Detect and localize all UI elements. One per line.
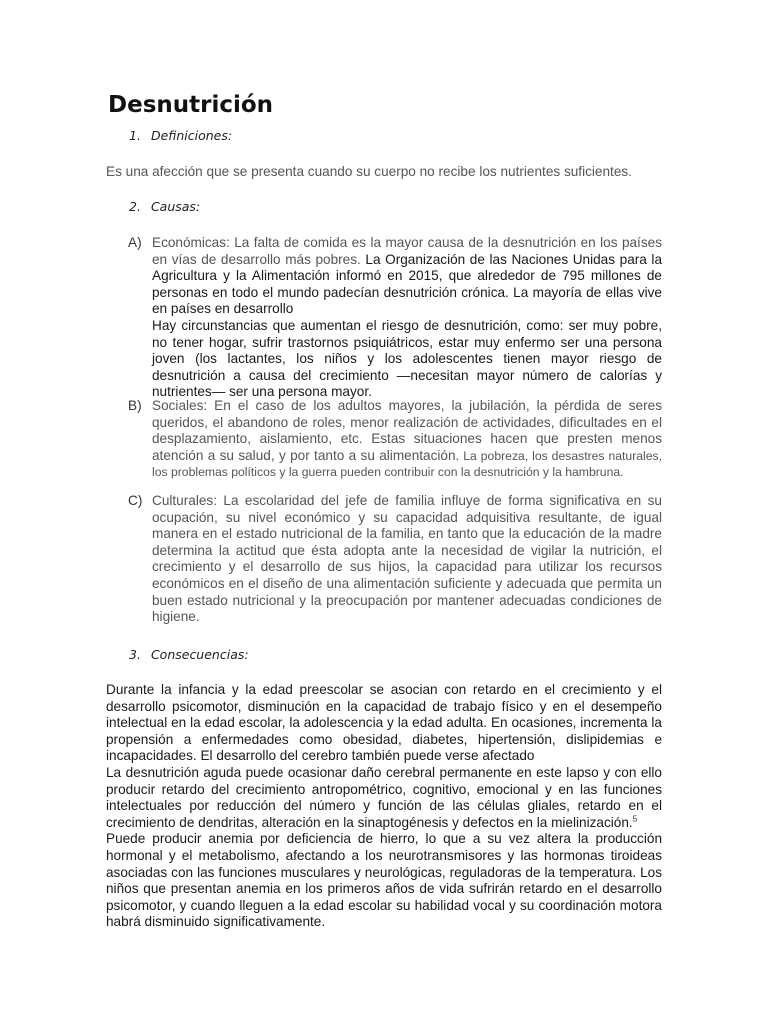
section-heading-definiciones <box>129 128 232 143</box>
section-label: Consecuencias: <box>150 647 249 662</box>
economicas-lead-text: Económicas: La falta de comida es la mayor causa de la desnutrición en los países en vías de desarrollo más pobres. <box>152 235 662 267</box>
footnote-reference: 5 <box>632 814 638 824</box>
consecuencias-paragraph-2 <box>106 765 662 831</box>
definition-paragraph: Es una afección que se presenta cuando su cuerpo no recibe los nutrientes suficientes. <box>106 164 632 179</box>
section-number: 1. <box>129 128 141 143</box>
sociales-text: Sociales: En el caso de los adultos mayores, la jubilación, la pérdida de seres queridos, el abandono de roles, menor realización de actividades, dificultades en el desplazamiento, aislamiento, etc. Estas situaciones hacen que presten menos atención a su salud, y por tanto a su alimentación. <box>152 398 662 463</box>
consecuencias-paragraph-2-text: La desnutrición aguda puede ocasionar daño cerebral permanente en este lapso y con ello producir retardo del crecimiento antropométrico, cognitivo, emocional y en las funciones intelectuales por reducción del número y función de las células gliales, retardo en el crecimiento de dendritas, alteración en la sinaptogénesis y defectos en la mielinización. <box>106 764 662 830</box>
list-marker: A) <box>128 235 142 250</box>
consecuencias-paragraph-3: Puede producir anemia por deficiencia de hierro, lo que a su vez altera la producción hormonal y el metabolismo, afectando a los neurotransmisores y las hormonas tiroideas asociadas con las funciones musculares y neurológicas, reguladoras de la temperatura. Los niños que presentan anemia en los primeros años de vida sufrirán retardo en el desarrollo psicomotor, y cuando lleguen a la edad escolar su habilidad vocal y su coordinación motora habrá disminuido significativamente. <box>106 831 662 930</box>
section-heading-causas <box>129 199 200 214</box>
list-item-body <box>152 398 662 481</box>
consecuencias-body <box>106 682 662 931</box>
list-item-body <box>152 235 662 401</box>
list-item-sociales <box>128 398 662 481</box>
section-heading-consecuencias <box>129 647 249 662</box>
list-marker: C) <box>128 493 143 508</box>
list-item-body: Culturales: La escolaridad del jefe de familia influye de forma significativa en su ocupación, su nivel económico y su capacidad adquisitiva resultante, de igual manera en el estado nutricional de la familia, en tanto que la educación de la madre determina la actitud que ésta adopta ante la necesidad de vigilar la nutrición, el crecimiento y el desarrollo de sus hijos, la capacidad para utilizar los recursos económicos en el diseño de una alimentación suficiente y adecuada que permita un buen estado nutricional y la preocupación por mantener adecuadas condiciones de higiene. <box>152 493 662 625</box>
list-marker: B) <box>128 398 142 413</box>
economicas-extra-text: Hay circunstancias que aumentan el riesgo de desnutrición, como: ser muy pobre, no tener hogar, sufrir trastornos psiquiátricos, estar muy enfermo ser una persona joven (los lactantes, los niños y los adolescentes tienen mayor riesgo de desnutrición a causa del crecimiento —necesitan mayor número de calorías y nutrientes— ser una persona mayor. <box>152 317 662 400</box>
page-title: Desnutrición <box>108 92 274 118</box>
list-item-economicas <box>128 235 662 401</box>
section-number: 3. <box>129 647 141 662</box>
list-item-culturales <box>128 493 662 626</box>
section-number: 2. <box>129 199 141 214</box>
sociales-small-text: La pobreza, los desastres naturales, los problemas políticos y la guerra pueden contribuir con la desnutrición y la hambruna. <box>152 448 662 480</box>
section-label: Causas: <box>150 199 201 214</box>
economicas-fao-text: La Organización de las Naciones Unidas para la Agricultura y la Alimentación informó en 2015, que alrededor de 795 millones de personas en todo el mundo padecían desnutrición crónica. La mayoría de ellas vive en países en desarrollo <box>152 251 663 317</box>
section-label: Definiciones: <box>150 128 233 143</box>
consecuencias-paragraph-1: Durante la infancia y la edad preescolar se asocian con retardo en el crecimiento y el desarrollo psicomotor, disminución en la capacidad de trabajo físico y en el desempeño intelectual en la edad escolar, la adolescencia y la edad adulta. En ocasiones, incrementa la propensión a enfermedades como obesidad, diabetes, hipertensión, dislipidemias e incapacidades. El desarrollo del cerebro también puede verse afectado <box>106 682 662 764</box>
